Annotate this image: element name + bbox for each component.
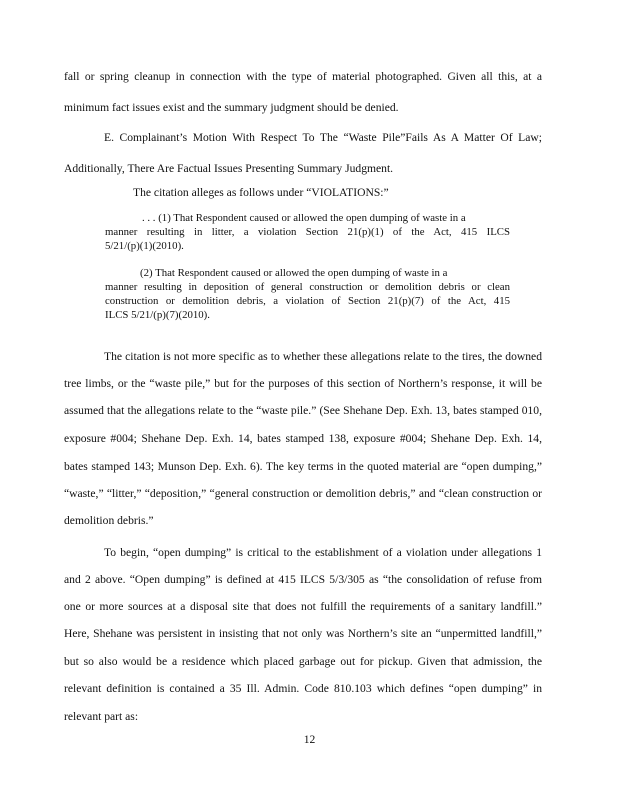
paragraph-line: minimum fact issues exist and the summary judgment should be denied. bbox=[64, 101, 399, 114]
paragraph-line: demolition debris.” bbox=[64, 514, 154, 527]
paragraph-line: relevant definition is contained a 35 Ill. Admin. Code 810.103 which defines “open dumping” in bbox=[64, 682, 542, 695]
page-number: 12 bbox=[303, 733, 316, 746]
quote-line: manner resulting in litter, a violation Section 21(p)(1) of the Act, 415 ILCS bbox=[105, 226, 510, 238]
quote-line: 5/21/(p)(1)(2010). bbox=[105, 240, 184, 252]
paragraph-line: one or more sources at a disposal site that does not fulfill the requirements of a sanitary landfill.” bbox=[64, 600, 542, 613]
paragraph-line: and 2 above. “Open dumping” is defined at 415 ILCS 5/3/305 as “the consolidation of refuse from bbox=[64, 573, 542, 586]
citation-intro: The citation alleges as follows under “VIOLATIONS:” bbox=[133, 186, 389, 199]
paragraph-line: exposure #004; Shehane Dep. Exh. 14, bates stamped 138, exposure #004; Shehane Dep. Exh. 14, bbox=[64, 432, 542, 445]
paragraph-line: Here, Shehane was persistent in insisting that not only was Northern’s site an “unpermitted landfill,” bbox=[64, 627, 542, 640]
section-heading: E. Complainant’s Motion With Respect To The “Waste Pile”Fails As A Matter Of Law; bbox=[104, 131, 542, 144]
section-heading: Additionally, There Are Factual Issues Presenting Summary Judgment. bbox=[64, 162, 394, 175]
paragraph-line: bates stamped 143; Munson Dep. Exh. 6). The key terms in the quoted material are “open dumping,” bbox=[64, 460, 542, 473]
quote-line: construction or demolition debris, a violation of Section 21(p)(7) of the Act, 415 bbox=[105, 295, 510, 307]
paragraph-line: fall or spring cleanup in connection with the type of material photographed. Given all this, at a bbox=[64, 70, 542, 83]
paragraph-line: The citation is not more specific as to whether these allegations relate to the tires, the downed bbox=[104, 350, 542, 363]
quote-line: (2) That Respondent caused or allowed the open dumping of waste in a bbox=[140, 267, 448, 279]
paragraph-line: relevant part as: bbox=[64, 710, 139, 723]
paragraph-line: but so also would be a residence which placed garbage out for pickup. Given that admission, the bbox=[64, 655, 542, 668]
quote-line: ILCS 5/21/(p)(7)(2010). bbox=[105, 309, 210, 321]
paragraph-line: To begin, “open dumping” is critical to the establishment of a violation under allegations 1 bbox=[104, 546, 542, 559]
paragraph-line: tree limbs, or the “waste pile,” but for the purposes of this section of Northern’s response, it will be bbox=[64, 377, 542, 390]
quote-line: . . . (1) That Respondent caused or allowed the open dumping of waste in a bbox=[142, 212, 466, 224]
paragraph-line: “waste,” “litter,” “deposition,” “general construction or demolition debris,” and “clean construction or bbox=[64, 487, 542, 500]
paragraph-line: assumed that the allegations relate to the “waste pile.” (See Shehane Dep. Exh. 13, bates stamped 010, bbox=[64, 404, 542, 417]
quote-line: manner resulting in deposition of general construction or demolition debris or clean bbox=[105, 281, 510, 293]
